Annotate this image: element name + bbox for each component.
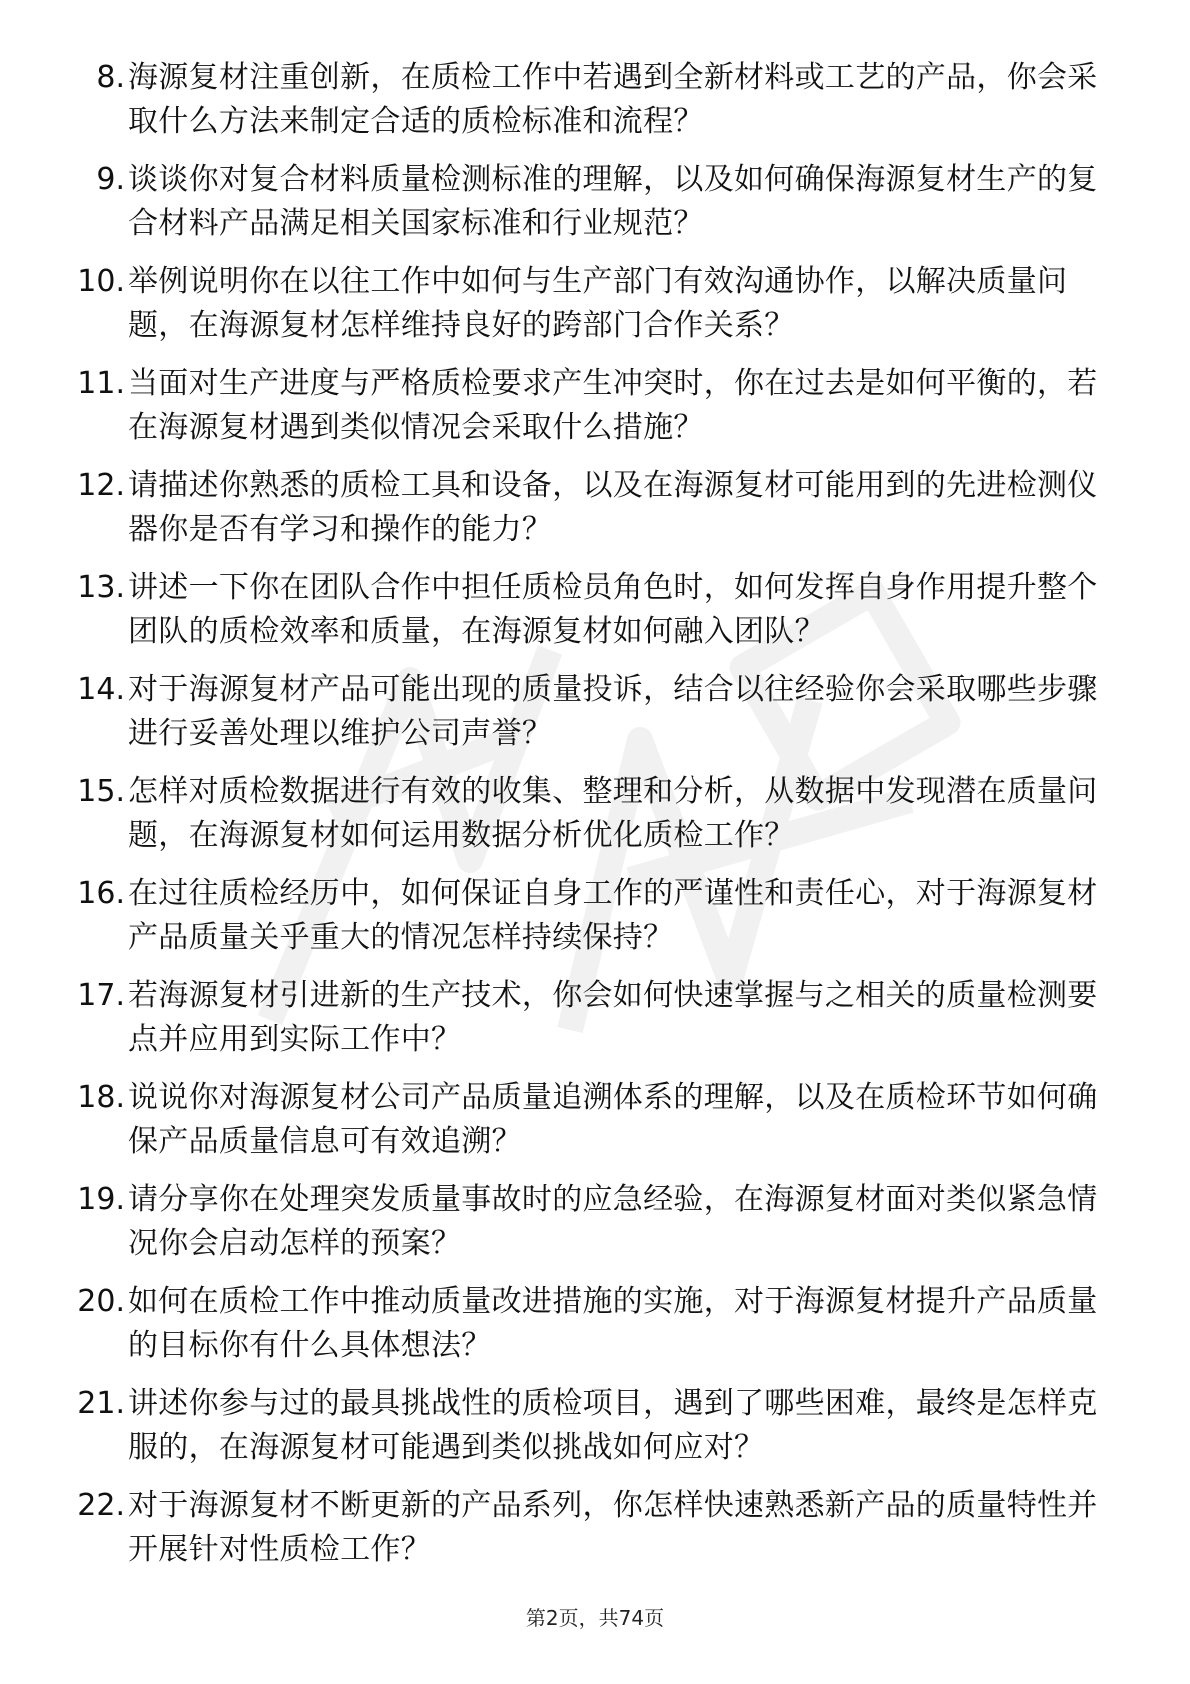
- question-number: 10.: [77, 264, 125, 299]
- list-item: [0, 146, 1190, 248]
- question-number: 12.: [77, 468, 125, 503]
- list-item: [0, 1064, 1190, 1166]
- list-item: [0, 962, 1190, 1064]
- question-text: 在过往质检经历中，如何保证自身工作的严谨性和责任心，对于海源复材产品质量关乎重大的情况怎样持续保持？: [128, 876, 1098, 955]
- question-number: 20.: [77, 1284, 125, 1319]
- question-text: 谈谈你对复合材料质量检测标准的理解，以及如何确保海源复材生产的复合材料产品满足相关国家标准和行业规范？: [128, 162, 1098, 241]
- list-item: [0, 248, 1190, 350]
- list-item: [0, 554, 1190, 656]
- question-text: 举例说明你在以往工作中如何与生产部门有效沟通协作，以解决质量问题，在海源复材怎样维持良好的跨部门合作关系？: [128, 264, 1068, 343]
- question-text: 对于海源复材产品可能出现的质量投诉，结合以往经验你会采取哪些步骤进行妥善处理以维护公司声誉？: [128, 672, 1098, 751]
- question-number: 22.: [77, 1488, 125, 1523]
- question-number: 18.: [77, 1080, 125, 1115]
- page-number-label: 第2页，共74页: [525, 1606, 665, 1630]
- question-text: 讲述你参与过的最具挑战性的质检项目，遇到了哪些困难，最终是怎样克服的，在海源复材可能遇到类似挑战如何应对？: [128, 1386, 1098, 1465]
- question-text: 若海源复材引进新的生产技术，你会如何快速掌握与之相关的质量检测要点并应用到实际工作中？: [128, 978, 1098, 1057]
- list-item: [0, 1166, 1190, 1268]
- question-list: [0, 44, 1190, 1574]
- question-number: 19.: [77, 1182, 125, 1217]
- question-text: 说说你对海源复材公司产品质量追溯体系的理解，以及在质检环节如何确保产品质量信息可有效追溯？: [128, 1080, 1098, 1159]
- question-text: 对于海源复材不断更新的产品系列，你怎样快速熟悉新产品的质量特性并开展针对性质检工作？: [128, 1488, 1098, 1567]
- list-item: [0, 452, 1190, 554]
- list-item: [0, 44, 1190, 146]
- question-number: 9.: [96, 162, 125, 197]
- list-item: [0, 1268, 1190, 1370]
- list-item: [0, 1472, 1190, 1574]
- question-text: 当面对生产进度与严格质检要求产生冲突时，你在过去是如何平衡的，若在海源复材遇到类似情况会采取什么措施？: [128, 366, 1098, 445]
- question-text: 请分享你在处理突发质量事故时的应急经验，在海源复材面对类似紧急情况你会启动怎样的预案？: [128, 1182, 1098, 1261]
- question-number: 15.: [77, 774, 125, 809]
- question-text: 如何在质检工作中推动质量改进措施的实施，对于海源复材提升产品质量的目标你有什么具体想法？: [128, 1284, 1098, 1363]
- question-text: 请描述你熟悉的质检工具和设备，以及在海源复材可能用到的先进检测仪器你是否有学习和操作的能力？: [128, 468, 1098, 547]
- question-text: 怎样对质检数据进行有效的收集、整理和分析，从数据中发现潜在质量问题，在海源复材如何运用数据分析优化质检工作？: [128, 774, 1098, 853]
- list-item: [0, 1370, 1190, 1472]
- page-footer: [0, 1604, 1190, 1632]
- list-item: [0, 656, 1190, 758]
- question-text: 讲述一下你在团队合作中担任质检员角色时，如何发挥自身作用提升整个团队的质检效率和质量，在海源复材如何融入团队？: [128, 570, 1098, 649]
- list-item: [0, 350, 1190, 452]
- question-number: 13.: [77, 570, 125, 605]
- question-number: 16.: [77, 876, 125, 911]
- question-number: 11.: [77, 366, 125, 401]
- question-text: 海源复材注重创新，在质检工作中若遇到全新材料或工艺的产品，你会采取什么方法来制定合适的质检标准和流程？: [128, 60, 1098, 139]
- question-number: 21.: [77, 1386, 125, 1421]
- list-item: [0, 860, 1190, 962]
- question-number: 17.: [77, 978, 125, 1013]
- list-item: [0, 758, 1190, 860]
- question-number: 8.: [96, 60, 125, 95]
- question-number: 14.: [77, 672, 125, 707]
